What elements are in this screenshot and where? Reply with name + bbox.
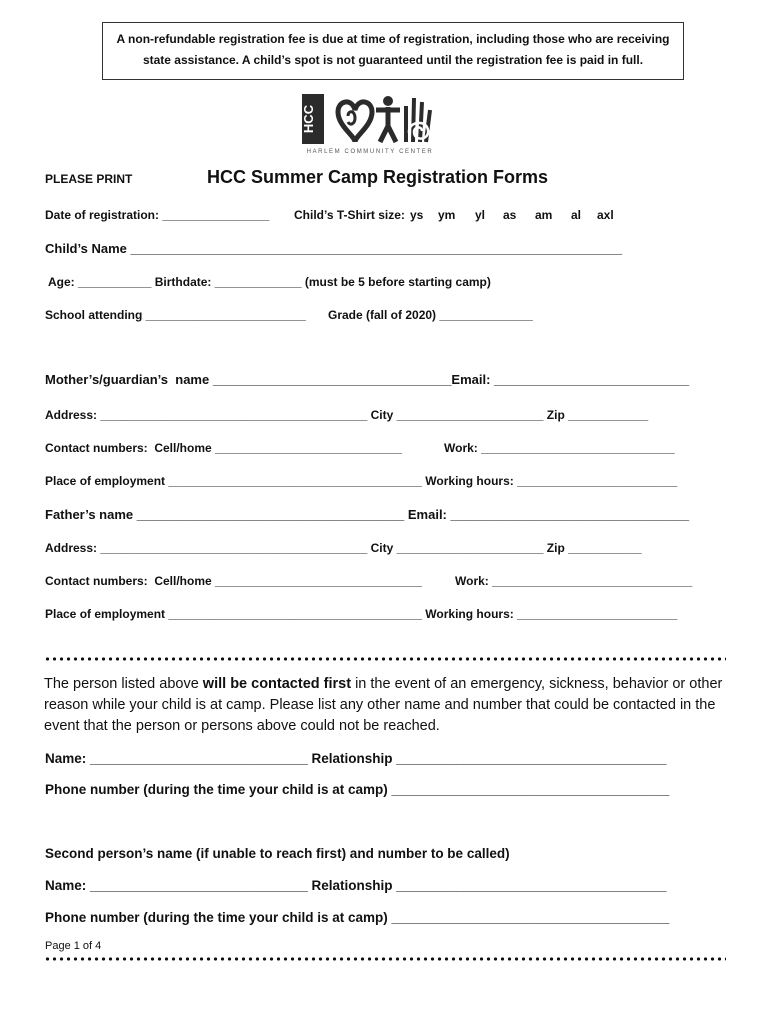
emergency-instructions xyxy=(44,674,734,737)
tshirt-size-axl[interactable]: axl xyxy=(597,208,614,222)
contact1-phone-field[interactable]: Phone number (during the time your child is at camp) _____________________________________ xyxy=(45,782,670,797)
contact2-name-relationship-field[interactable]: Name: _____________________________ Relationship ____________________________________ xyxy=(45,878,667,893)
contact2-phone-field[interactable]: Phone number (during the time your child is at camp) _____________________________________ xyxy=(45,910,670,925)
emergency-text-post: in the event of an emergency, sickness, behavior or other reason while your child is at camp. Please list any other name and number that could be contacted in the event that the person or persons above could not be reached. xyxy=(44,676,723,734)
school-attending-field[interactable]: School attending ________________________ xyxy=(45,308,306,322)
contact1-name-relationship-field[interactable]: Name: _____________________________ Relationship ____________________________________ xyxy=(45,751,667,766)
mother-work-field[interactable]: Work: _____________________________ xyxy=(444,441,675,455)
tshirt-size-ys[interactable]: ys xyxy=(410,208,424,222)
father-work-field[interactable]: Work: ______________________________ xyxy=(455,574,693,588)
mother-name-email-field[interactable]: Mother’s/guardian’s name _________________________________Email: ___________________________ xyxy=(45,372,690,387)
child-name-field[interactable]: Child’s Name ____________________________________________________________________ xyxy=(45,241,623,256)
emergency-text-pre: The person listed above xyxy=(44,676,203,692)
dotted-divider-bottom xyxy=(44,957,726,961)
emergency-text-bold: will be contacted first xyxy=(202,676,352,692)
father-cell-field[interactable]: Contact numbers: Cell/home _______________________________ xyxy=(45,574,422,588)
mother-employment-field[interactable]: Place of employment ______________________________________ Working hours: ________________________ xyxy=(45,474,678,488)
tshirt-size-am[interactable]: am xyxy=(535,208,553,222)
tshirt-size-ym[interactable]: ym xyxy=(438,208,456,222)
tshirt-size-yl[interactable]: yl xyxy=(475,208,486,222)
father-address-field[interactable]: Address: ________________________________________ City ______________________ Zip ___________ xyxy=(45,541,642,555)
page-number: Page 1 of 4 xyxy=(45,940,102,952)
grade-field[interactable]: Grade (fall of 2020) ______________ xyxy=(328,308,533,322)
tshirt-size-al[interactable]: al xyxy=(571,208,582,222)
mother-cell-field[interactable]: Contact numbers: Cell/home ____________________________ xyxy=(45,441,402,455)
fee-notice-line-1: A non-refundable registration fee is due at time of registration, including those who are receiving xyxy=(116,32,670,46)
father-name-email-field[interactable]: Father’s name _____________________________________ Email: _________________________________ xyxy=(45,507,690,522)
date-of-registration-field[interactable]: Date of registration: ________________ xyxy=(45,208,270,222)
logo-caption: HARLEM COMMUNITY CENTER xyxy=(306,149,434,155)
logo-letters: HCC xyxy=(301,104,316,134)
fee-notice-box xyxy=(102,22,684,80)
hcc-logo xyxy=(300,92,440,160)
age-birthdate-field[interactable]: Age: ___________ Birthdate: _____________ (must be 5 before starting camp) xyxy=(48,275,491,289)
hcc-logo-graphic xyxy=(300,92,440,150)
mother-address-field[interactable]: Address: ________________________________________ City ______________________ Zip ____________ xyxy=(45,408,649,422)
please-print-label: PLEASE PRINT xyxy=(45,172,133,186)
dotted-divider-top xyxy=(44,657,726,661)
form-title: HCC Summer Camp Registration Forms xyxy=(207,167,549,187)
fee-notice-line-2: state assistance. A child’s spot is not guaranteed until the registration fee is paid in full. xyxy=(142,53,644,67)
tshirt-size-as[interactable]: as xyxy=(503,208,517,222)
second-person-heading: Second person’s name (if unable to reach first) and number to be called) xyxy=(45,846,510,861)
tshirt-size-label: Child’s T-Shirt size: xyxy=(294,208,405,222)
father-employment-field[interactable]: Place of employment ______________________________________ Working hours: ________________________ xyxy=(45,607,678,621)
